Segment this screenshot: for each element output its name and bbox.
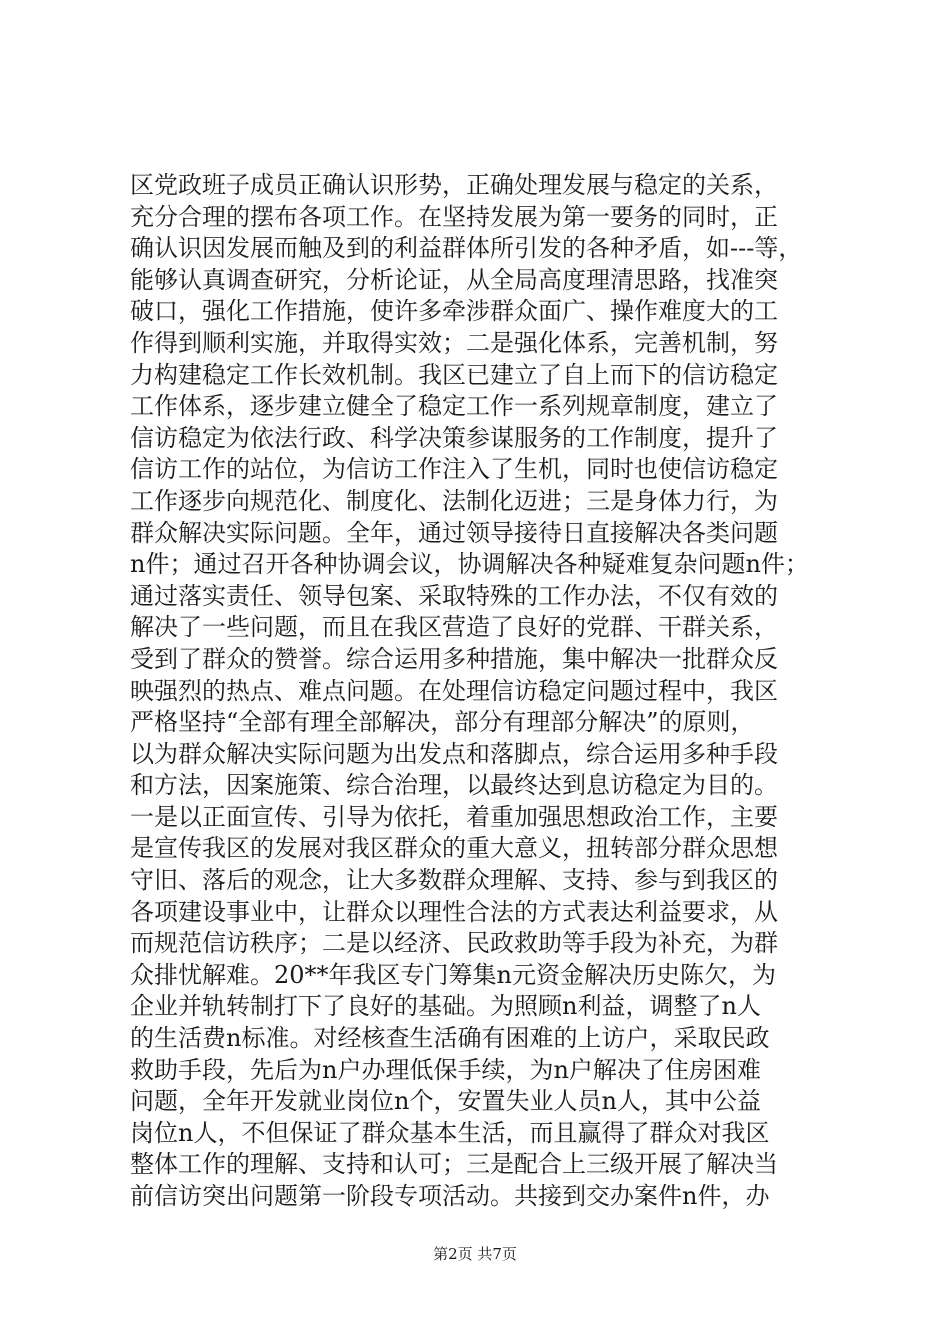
text-line: 映强烈的热点、难点问题。在处理信访稳定问题过程中，我区 xyxy=(130,676,778,705)
text-line: 救助手段，先后为n户办理低保手续，为n户解决了住房困难 xyxy=(130,1055,761,1084)
text-line: 各项建设事业中，让群众以理性合法的方式表达利益要求，从 xyxy=(130,897,778,926)
text-line: 以为群众解决实际问题为出发点和落脚点，综合运用多种手段 xyxy=(130,739,778,768)
text-line: 整体工作的理解、支持和认可；三是配合上三级开展了解决当 xyxy=(130,1150,778,1179)
text-line: 能够认真调查研究，分析论证，从全局高度理清思路，找准突 xyxy=(130,265,778,294)
text-line: 工作逐步向规范化、制度化、法制化迈进；三是身体力行，为 xyxy=(130,486,778,515)
text-line: 问题，全年开发就业岗位n个，安置失业人员n人，其中公益 xyxy=(130,1087,761,1116)
text-line: 的生活费n标准。对经核查生活确有困难的上访户，采取民政 xyxy=(130,1024,770,1053)
text-line: 前信访突出问题第一阶段专项活动。共接到交办案件n件，办 xyxy=(130,1182,770,1210)
text-line: 企业并轨转制打下了良好的基础。为照顾n利益，调整了n人 xyxy=(130,992,761,1021)
text-line: 确认识因发展而触及到的利益群体所引发的各种矛盾，如---等， xyxy=(130,234,803,263)
text-line: 力构建稳定工作长效机制。我区已建立了自上而下的信访稳定 xyxy=(130,360,778,389)
text-line: n件；通过召开各种协调会议，协调解决各种疑难复杂问题n件； xyxy=(130,550,809,579)
text-line: 破口，强化工作措施，使许多牵涉群众面广、操作难度大的工 xyxy=(130,297,778,326)
text-line: 解决了一些问题，而且在我区营造了良好的党群、干群关系， xyxy=(130,613,778,642)
text-line: 工作体系，逐步建立健全了稳定工作一系列规章制度，建立了 xyxy=(130,392,778,421)
text-line: 作得到顺利实施，并取得实效；二是强化体系，完善机制，努 xyxy=(130,328,778,357)
text-line: 受到了群众的赞誉。综合运用多种措施，集中解决一批群众反 xyxy=(130,644,778,673)
text-line: 而规范信访秩序；二是以经济、民政救助等手段为补充，为群 xyxy=(130,929,778,958)
text-line: 岗位n人，不但保证了群众基本生活，而且赢得了群众对我区 xyxy=(130,1118,770,1147)
text-line: 和方法，因案施策、综合治理，以最终达到息访稳定为目的。 xyxy=(130,771,778,800)
text-line: 通过落实责任、领导包案、采取特殊的工作办法，不仅有效的 xyxy=(130,581,778,610)
body-text xyxy=(130,170,830,1213)
text-line: 区党政班子成员正确认识形势，正确处理发展与稳定的关系， xyxy=(130,171,778,199)
text-line: 严格坚持“全部有理全部解决，部分有理部分解决”的原则， xyxy=(130,708,755,737)
text-line: 群众解决实际问题。全年，通过领导接待日直接解决各类问题 xyxy=(130,518,778,547)
text-line: 信访工作的站位，为信访工作注入了生机，同时也使信访稳定 xyxy=(130,455,778,484)
text-line: 充分合理的摆布各项工作。在坚持发展为第一要务的同时，正 xyxy=(130,202,778,231)
text-line: 信访稳定为依法行政、科学决策参谋服务的工作制度，提升了 xyxy=(130,423,778,452)
text-line: 众排忧解难。20**年我区专门筹集n元资金解决历史陈欠，为 xyxy=(130,960,776,989)
page-footer: 第2页 共7页 xyxy=(433,1245,517,1263)
text-line: 守旧、落后的观念，让大多数群众理解、支持、参与到我区的 xyxy=(130,866,778,895)
text-line: 一是以正面宣传、引导为依托，着重加强思想政治工作，主要 xyxy=(130,802,778,831)
text-line: 是宣传我区的发展对我区群众的重大意义，扭转部分群众思想 xyxy=(130,834,778,863)
